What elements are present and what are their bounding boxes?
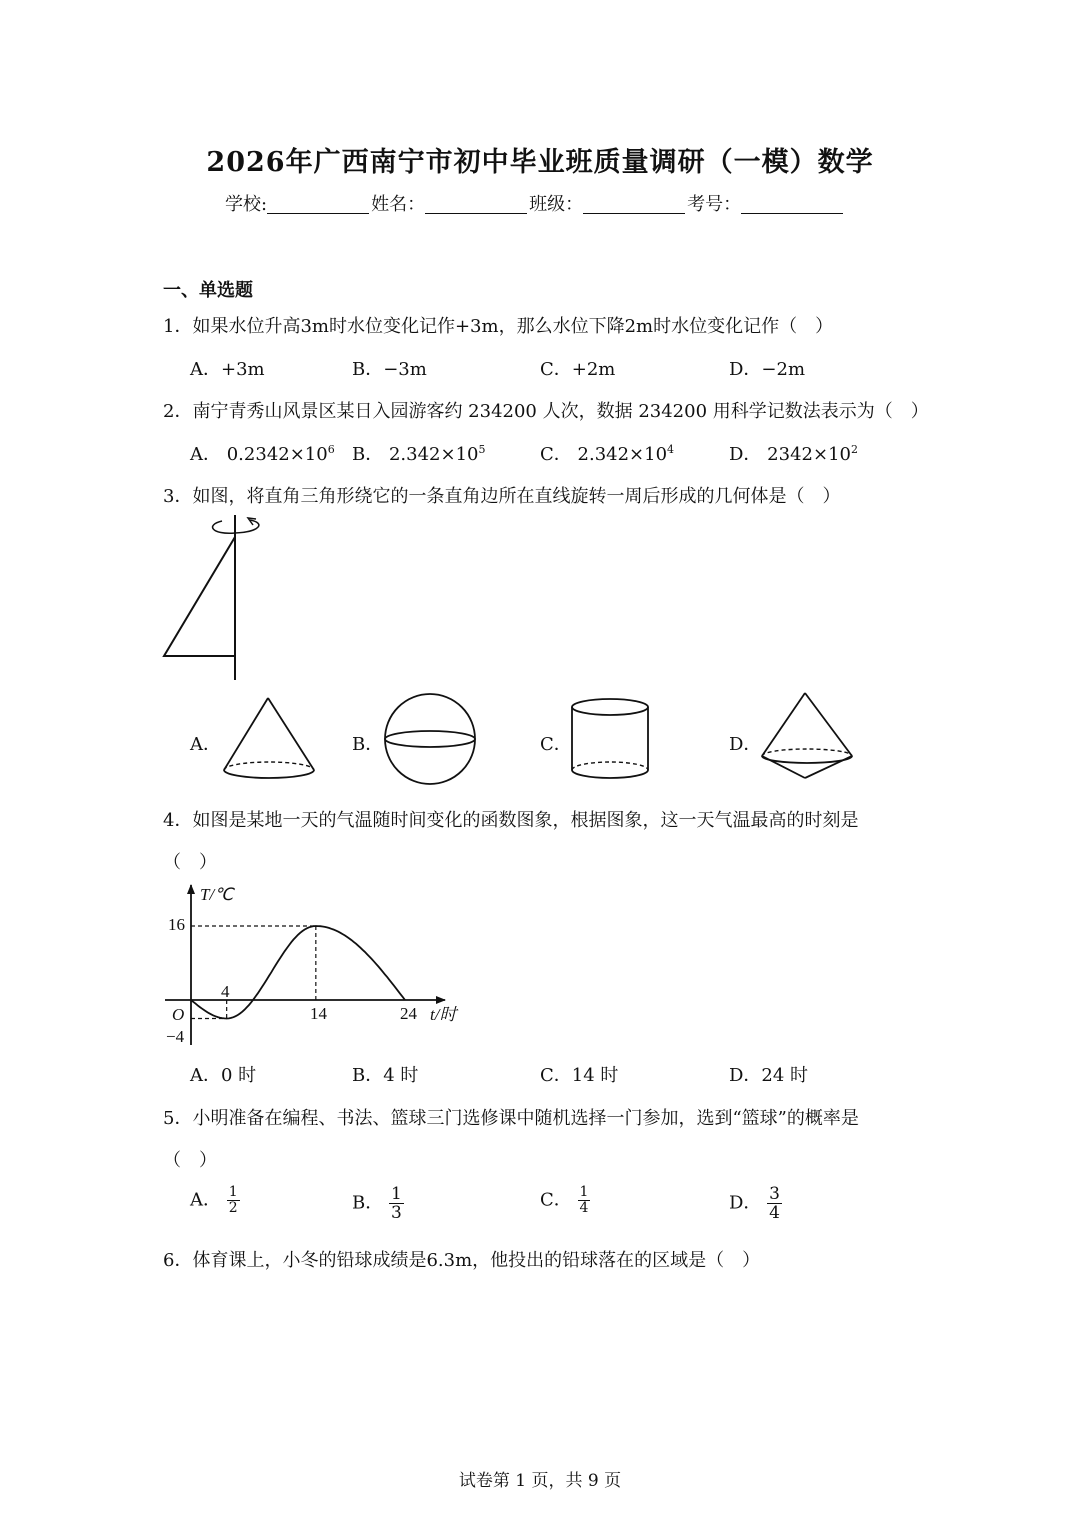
q5-b-denominator: 3 — [390, 1203, 402, 1223]
q2-option-b-exp: 5 — [478, 443, 486, 456]
sphere-icon — [382, 692, 482, 788]
question-5-paren: （ ） — [163, 1150, 217, 1171]
question-4-paren: （ ） — [163, 852, 217, 873]
q5-d-numerator: 3 — [769, 1184, 780, 1204]
q1-option-d[interactable]: D．−2m — [729, 359, 806, 380]
q5-option-b[interactable] — [352, 1185, 404, 1222]
cylinder-icon — [568, 695, 658, 785]
y-tick-16: 16 — [168, 915, 185, 934]
q5-c-denominator: 4 — [579, 1200, 589, 1216]
y-tick-minus4: −4 — [166, 1027, 185, 1046]
student-info-row — [225, 190, 845, 216]
x-tick-4: 4 — [221, 982, 230, 1001]
school-label: 学校: — [225, 194, 268, 215]
q5-a-numerator: 1 — [228, 1184, 238, 1200]
q5-option-c-label: C． — [540, 1189, 572, 1211]
y-axis-label: T/℃ — [200, 885, 234, 904]
q2-option-c-base: 2.342×10 — [577, 444, 668, 465]
q2-option-c-label: C． — [540, 444, 572, 465]
q5-option-a[interactable] — [190, 1185, 240, 1216]
q5-option-d-label: D． — [729, 1192, 762, 1214]
cone-icon — [220, 695, 320, 785]
q2-option-d-label: D． — [729, 444, 762, 465]
question-6-stem: 6．体育课上，小冬的铅球成绩是6.3m，他投出的铅球落在的区域是（ ） — [163, 1250, 761, 1271]
question-3-stem: 3．如图，将直角三角形绕它的一条直角边所在直线旋转一周后形成的几何体是（ ） — [163, 486, 841, 507]
exam-title: 2026年广西南宁市初中毕业班质量调研（一模）数学 — [206, 147, 874, 178]
q2-option-d-base: 2342×10 — [767, 444, 851, 465]
question-4-stem: 4．如图是某地一天的气温随时间变化的函数图象，根据图象，这一天气温最高的时刻是 — [163, 810, 859, 831]
temperature-chart — [160, 880, 460, 1050]
q2-option-a-base: 0.2342×10 — [226, 444, 328, 465]
q2-option-b[interactable] — [352, 440, 486, 466]
q5-c-numerator: 1 — [579, 1184, 589, 1200]
x-tick-24: 24 — [400, 1004, 417, 1023]
name-label: 姓名： — [371, 194, 426, 215]
q5-option-d[interactable] — [729, 1185, 782, 1222]
question-2-stem: 2．南宁青秀山风景区某日入园游客约 234200 人次，数据 234200 用科学记数法表示为（ ） — [163, 401, 929, 422]
q5-option-c[interactable] — [540, 1185, 590, 1216]
q5-option-b-label: B． — [352, 1192, 384, 1214]
double-cone-icon — [758, 690, 858, 785]
q3-option-a[interactable]: A． — [190, 734, 221, 755]
x-tick-14: 14 — [310, 1004, 327, 1023]
q3-option-d[interactable]: D． — [729, 734, 762, 755]
temperature-curve — [191, 926, 405, 1019]
class-blank[interactable] — [583, 197, 685, 214]
q2-option-a-label: A． — [190, 444, 221, 465]
school-blank[interactable] — [267, 197, 369, 214]
fraction-one-half — [227, 1185, 240, 1216]
q4-option-d[interactable]: D．24 时 — [729, 1065, 809, 1086]
q2-option-c[interactable] — [540, 440, 674, 466]
q2-option-c-exp: 4 — [667, 443, 675, 456]
x-axis-label: t/时 — [430, 1005, 457, 1024]
q2-option-a-exp: 6 — [327, 443, 335, 456]
right-triangle-rotation-figure — [160, 515, 270, 685]
question-5-stem: 5．小明准备在编程、书法、篮球三门选修课中随机选择一门参加，选到“篮球”的概率是 — [163, 1108, 859, 1129]
q2-option-d[interactable] — [729, 440, 858, 466]
q5-b-numerator: 1 — [390, 1184, 402, 1204]
section-heading: 一、单选题 — [163, 280, 253, 301]
id-label: 考号： — [687, 194, 742, 215]
q1-option-c[interactable]: C．+2m — [540, 359, 616, 380]
q2-option-d-exp: 2 — [850, 443, 858, 456]
q4-option-b[interactable]: B．4 时 — [352, 1065, 419, 1086]
q2-option-a[interactable] — [190, 440, 335, 466]
q5-d-denominator: 4 — [769, 1203, 780, 1223]
fraction-one-quarter — [578, 1185, 591, 1216]
q1-option-a[interactable]: A．+3m — [190, 359, 265, 380]
name-blank[interactable] — [425, 197, 527, 214]
fraction-three-quarters — [767, 1185, 782, 1222]
q5-a-denominator: 2 — [228, 1200, 238, 1216]
fraction-one-third — [389, 1185, 404, 1222]
q1-option-b[interactable]: B．−3m — [352, 359, 427, 380]
q2-option-b-label: B． — [352, 444, 384, 465]
q4-option-a[interactable]: A．0 时 — [190, 1065, 257, 1086]
class-label: 班级： — [529, 194, 584, 215]
page-footer: 试卷第 1 页，共 9 页 — [458, 1471, 622, 1491]
q5-option-a-label: A． — [190, 1189, 221, 1211]
origin-label: O — [172, 1005, 185, 1024]
q3-option-b[interactable]: B． — [352, 734, 384, 755]
q2-option-b-base: 2.342×10 — [388, 444, 479, 465]
q4-option-c[interactable]: C．14 时 — [540, 1065, 619, 1086]
question-1-stem: 1．如果水位升高3m时水位变化记作+3m，那么水位下降2m时水位变化记作（ ） — [163, 316, 834, 337]
q3-option-c[interactable]: C． — [540, 734, 572, 755]
id-blank[interactable] — [741, 197, 843, 214]
